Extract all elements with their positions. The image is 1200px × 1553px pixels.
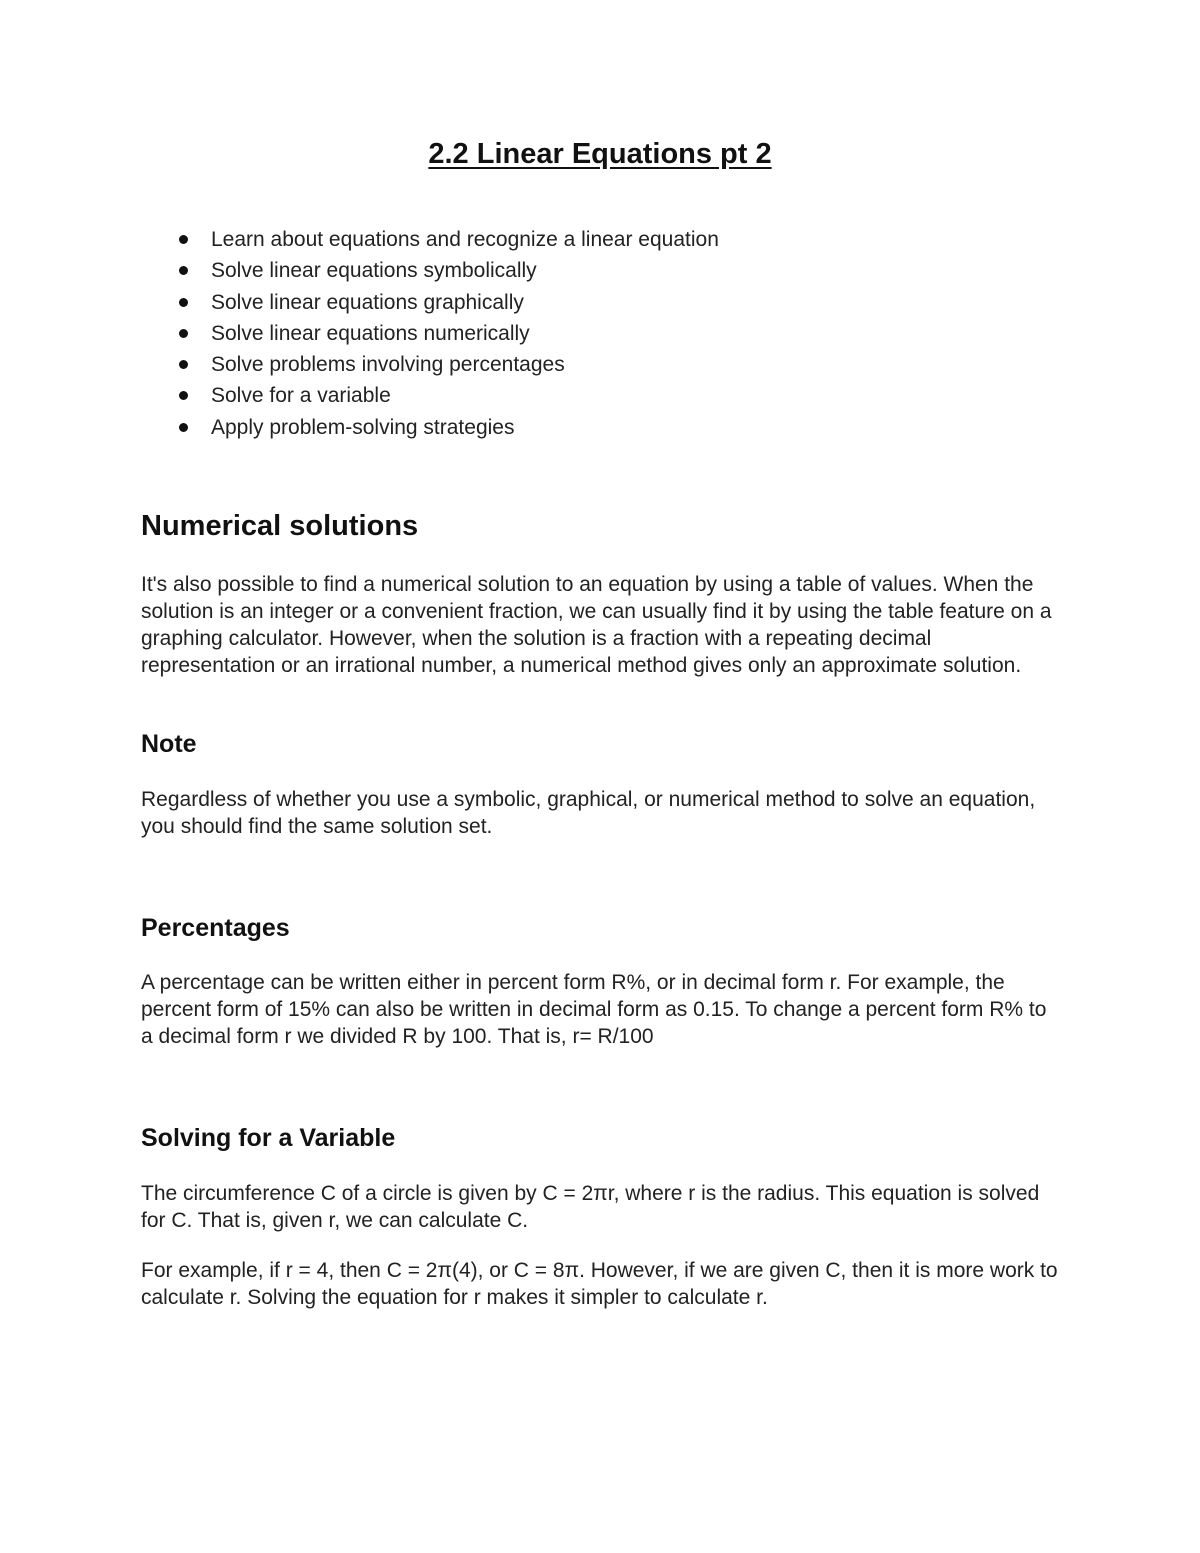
solving-variable-body-2: For example, if r = 4, then C = 2π(4), or C = 8π. However, if we are given C, then it is more work to calculate r. Solving the equation for r makes it simpler to calculate r.: [141, 1259, 1058, 1309]
list-item-text: Solve linear equations symbolically: [211, 259, 537, 283]
percentages-heading: Percentages: [141, 914, 290, 942]
list-item-text: Learn about equations and recognize a linear equation: [211, 228, 719, 251]
list-item-text: Solve problems involving percentages: [211, 353, 565, 377]
solving-variable-body-1: The circumference C of a circle is given by C = 2πr, where r is the radius. This equation is solved for C. That is, given r, we can calculate C.: [141, 1182, 1040, 1232]
list-item: [179, 349, 719, 380]
bullet-icon: [179, 391, 188, 400]
bullet-icon: [179, 266, 188, 275]
bullet-icon: [179, 329, 188, 338]
list-item: [179, 318, 719, 349]
bullet-icon: [179, 235, 188, 244]
list-item: [179, 412, 719, 443]
list-item-text: Apply problem-solving strategies: [211, 415, 515, 439]
solving-variable-heading: Solving for a Variable: [141, 1124, 396, 1152]
numerical-solutions-heading: Numerical solutions: [141, 510, 419, 542]
list-item: [179, 380, 719, 411]
numerical-solutions-body: It's also possible to find a numerical solution to an equation by using a table of values. When the solution is an integer or a convenient fraction, we can usually find it by using the table feature on a graphing calculator. However, when the solution is a fraction with a repeating decimal representation or an irrational number, a numerical method gives only an approximate solution.: [141, 573, 1052, 677]
list-item-text: Solve linear equations graphically: [211, 290, 524, 314]
bullet-icon: [179, 423, 188, 432]
list-item: [179, 224, 719, 255]
list-item: [179, 255, 719, 286]
list-item: [179, 287, 719, 318]
note-body: Regardless of whether you use a symbolic, graphical, or numerical method to solve an equation, you should find the same solution set.: [141, 788, 1036, 838]
note-heading: Note: [141, 730, 197, 758]
bullet-icon: [179, 360, 188, 369]
list-item-text: Solve linear equations numerically: [211, 321, 530, 345]
list-item-text: Solve for a variable: [211, 384, 391, 408]
bullet-icon: [179, 298, 188, 307]
percentages-body: A percentage can be written either in percent form R%, or in decimal form r. For example, the percent form of 15% can also be written in decimal form as 0.15. To change a percent form R% to a decimal form r we divided R by 100. That is, r= R/100: [141, 971, 1047, 1048]
objectives-list: [179, 224, 719, 443]
page-title: 2.2 Linear Equations pt 2: [428, 138, 772, 170]
